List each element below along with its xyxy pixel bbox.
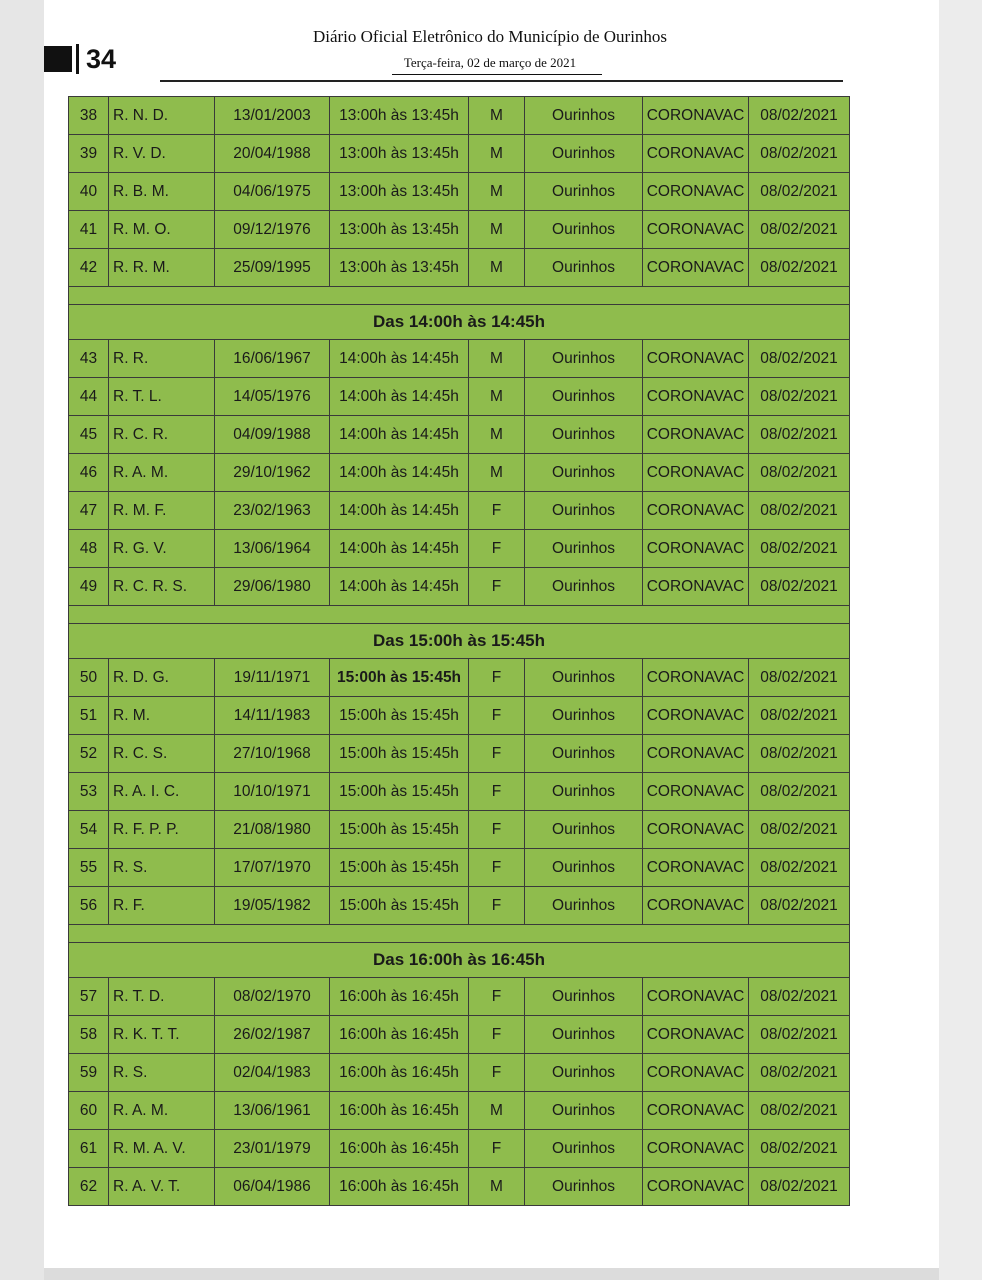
time-slot-cell: 14:00h às 14:45h — [330, 568, 469, 606]
city-cell: Ourinhos — [525, 568, 643, 606]
row-number-cell: 51 — [69, 697, 109, 735]
time-slot-cell: 13:00h às 13:45h — [330, 211, 469, 249]
table-row — [69, 887, 850, 925]
time-slot-cell: 14:00h às 14:45h — [330, 378, 469, 416]
vaccine-cell: CORONAVAC — [643, 454, 749, 492]
person-initials-cell: R. M. A. V. — [109, 1130, 215, 1168]
table-row — [69, 659, 850, 697]
vaccination-date-cell: 08/02/2021 — [749, 530, 850, 568]
city-cell: Ourinhos — [525, 492, 643, 530]
vaccine-cell: CORONAVAC — [643, 1054, 749, 1092]
vaccination-date-cell: 08/02/2021 — [749, 97, 850, 135]
birth-date-cell: 17/07/1970 — [215, 849, 330, 887]
vaccination-date-cell: 08/02/2021 — [749, 773, 850, 811]
vaccination-date-cell: 08/02/2021 — [749, 135, 850, 173]
vaccination-date-cell: 08/02/2021 — [749, 416, 850, 454]
person-initials-cell: R. V. D. — [109, 135, 215, 173]
sex-cell: M — [469, 1168, 525, 1206]
vaccine-cell: CORONAVAC — [643, 340, 749, 378]
city-cell: Ourinhos — [525, 1054, 643, 1092]
person-initials-cell: R. N. D. — [109, 97, 215, 135]
city-cell: Ourinhos — [525, 659, 643, 697]
sex-cell: F — [469, 887, 525, 925]
sex-cell: F — [469, 1016, 525, 1054]
vaccine-cell: CORONAVAC — [643, 659, 749, 697]
vaccine-cell: CORONAVAC — [643, 735, 749, 773]
table-row — [69, 811, 850, 849]
person-initials-cell: R. T. D. — [109, 978, 215, 1016]
row-number-cell: 55 — [69, 849, 109, 887]
vaccination-date-cell: 08/02/2021 — [749, 849, 850, 887]
vaccine-cell: CORONAVAC — [643, 697, 749, 735]
birth-date-cell: 23/01/1979 — [215, 1130, 330, 1168]
table-row — [69, 697, 850, 735]
time-slot-cell: 13:00h às 13:45h — [330, 97, 469, 135]
table-row — [69, 568, 850, 606]
section-spacer-row — [69, 606, 850, 624]
birth-date-cell: 25/09/1995 — [215, 249, 330, 287]
time-slot-cell: 16:00h às 16:45h — [330, 978, 469, 1016]
row-number-cell: 60 — [69, 1092, 109, 1130]
city-cell: Ourinhos — [525, 249, 643, 287]
person-initials-cell: R. M. F. — [109, 492, 215, 530]
vaccination-table — [68, 96, 850, 1206]
birth-date-cell: 19/05/1982 — [215, 887, 330, 925]
vaccination-date-cell: 08/02/2021 — [749, 697, 850, 735]
birth-date-cell: 29/06/1980 — [215, 568, 330, 606]
table-row — [69, 492, 850, 530]
vaccine-cell: CORONAVAC — [643, 773, 749, 811]
page-edge-bottom — [44, 1268, 939, 1280]
vaccination-date-cell: 08/02/2021 — [749, 211, 850, 249]
person-initials-cell: R. A. M. — [109, 454, 215, 492]
time-slot-cell: 15:00h às 15:45h — [330, 849, 469, 887]
vaccine-cell: CORONAVAC — [643, 378, 749, 416]
sex-cell: F — [469, 811, 525, 849]
city-cell: Ourinhos — [525, 978, 643, 1016]
vaccination-date-cell: 08/02/2021 — [749, 568, 850, 606]
table-row — [69, 735, 850, 773]
table-row — [69, 978, 850, 1016]
vaccination-date-cell: 08/02/2021 — [749, 1016, 850, 1054]
table-row — [69, 1054, 850, 1092]
city-cell: Ourinhos — [525, 340, 643, 378]
row-number-cell: 58 — [69, 1016, 109, 1054]
vaccination-date-cell: 08/02/2021 — [749, 1092, 850, 1130]
birth-date-cell: 14/11/1983 — [215, 697, 330, 735]
time-slot-cell: 15:00h às 15:45h — [330, 811, 469, 849]
birth-date-cell: 16/06/1967 — [215, 340, 330, 378]
city-cell: Ourinhos — [525, 697, 643, 735]
person-initials-cell: R. G. V. — [109, 530, 215, 568]
vaccine-cell: CORONAVAC — [643, 1016, 749, 1054]
vaccination-table-wrap — [68, 96, 849, 1206]
sex-cell: F — [469, 849, 525, 887]
vaccine-cell: CORONAVAC — [643, 849, 749, 887]
city-cell: Ourinhos — [525, 378, 643, 416]
row-number-cell: 43 — [69, 340, 109, 378]
city-cell: Ourinhos — [525, 1130, 643, 1168]
city-cell: Ourinhos — [525, 211, 643, 249]
row-number-cell: 56 — [69, 887, 109, 925]
section-heading: Das 14:00h às 14:45h — [69, 305, 850, 340]
person-initials-cell: R. F. P. P. — [109, 811, 215, 849]
section-spacer-row — [69, 287, 850, 305]
person-initials-cell: R. C. S. — [109, 735, 215, 773]
row-number-cell: 57 — [69, 978, 109, 1016]
vaccine-cell: CORONAVAC — [643, 530, 749, 568]
birth-date-cell: 02/04/1983 — [215, 1054, 330, 1092]
date-underline — [392, 74, 602, 75]
sex-cell: M — [469, 340, 525, 378]
sex-cell: F — [469, 1054, 525, 1092]
vaccine-cell: CORONAVAC — [643, 492, 749, 530]
time-slot-cell: 15:00h às 15:45h — [330, 697, 469, 735]
table-row — [69, 416, 850, 454]
vaccination-date-cell: 08/02/2021 — [749, 811, 850, 849]
person-initials-cell: R. A. I. C. — [109, 773, 215, 811]
row-number-cell: 61 — [69, 1130, 109, 1168]
birth-date-cell: 29/10/1962 — [215, 454, 330, 492]
table-row — [69, 530, 850, 568]
sex-cell: F — [469, 1130, 525, 1168]
time-slot-cell: 16:00h às 16:45h — [330, 1092, 469, 1130]
page-number-block — [44, 46, 72, 72]
birth-date-cell: 14/05/1976 — [215, 378, 330, 416]
section-spacer-row — [69, 925, 850, 943]
row-number-cell: 44 — [69, 378, 109, 416]
sex-cell: M — [469, 249, 525, 287]
vaccine-cell: CORONAVAC — [643, 811, 749, 849]
time-slot-cell: 13:00h às 13:45h — [330, 173, 469, 211]
row-number-cell: 48 — [69, 530, 109, 568]
person-initials-cell: R. A. V. T. — [109, 1168, 215, 1206]
vaccine-cell: CORONAVAC — [643, 568, 749, 606]
sex-cell: F — [469, 773, 525, 811]
vaccine-cell: CORONAVAC — [643, 135, 749, 173]
vaccination-date-cell: 08/02/2021 — [749, 340, 850, 378]
city-cell: Ourinhos — [525, 849, 643, 887]
sex-cell: F — [469, 568, 525, 606]
time-slot-cell: 13:00h às 13:45h — [330, 249, 469, 287]
vaccination-date-cell: 08/02/2021 — [749, 492, 850, 530]
birth-date-cell: 27/10/1968 — [215, 735, 330, 773]
row-number-cell: 50 — [69, 659, 109, 697]
birth-date-cell: 13/06/1964 — [215, 530, 330, 568]
city-cell: Ourinhos — [525, 173, 643, 211]
table-row — [69, 97, 850, 135]
birth-date-cell: 10/10/1971 — [215, 773, 330, 811]
vaccination-date-cell: 08/02/2021 — [749, 173, 850, 211]
sex-cell: F — [469, 530, 525, 568]
vaccine-cell: CORONAVAC — [643, 416, 749, 454]
person-initials-cell: R. M. — [109, 697, 215, 735]
city-cell: Ourinhos — [525, 416, 643, 454]
sex-cell: F — [469, 735, 525, 773]
table-row — [69, 340, 850, 378]
section-heading: Das 16:00h às 16:45h — [69, 943, 850, 978]
vaccination-date-cell: 08/02/2021 — [749, 1130, 850, 1168]
city-cell: Ourinhos — [525, 1092, 643, 1130]
sex-cell: M — [469, 378, 525, 416]
sex-cell: F — [469, 659, 525, 697]
row-number-cell: 40 — [69, 173, 109, 211]
table-row — [69, 211, 850, 249]
birth-date-cell: 09/12/1976 — [215, 211, 330, 249]
section-heading-row — [69, 943, 850, 978]
time-slot-cell: 15:00h às 15:45h — [330, 659, 469, 697]
row-number-cell: 54 — [69, 811, 109, 849]
table-row — [69, 378, 850, 416]
section-heading: Das 15:00h às 15:45h — [69, 624, 850, 659]
page-number-bar — [76, 44, 79, 74]
birth-date-cell: 13/01/2003 — [215, 97, 330, 135]
table-row — [69, 454, 850, 492]
section-spacer-cell — [69, 925, 850, 943]
city-cell: Ourinhos — [525, 530, 643, 568]
vaccination-date-cell: 08/02/2021 — [749, 978, 850, 1016]
sex-cell: M — [469, 135, 525, 173]
section-heading-row — [69, 305, 850, 340]
person-initials-cell: R. C. R. S. — [109, 568, 215, 606]
birth-date-cell: 13/06/1961 — [215, 1092, 330, 1130]
row-number-cell: 42 — [69, 249, 109, 287]
birth-date-cell: 20/04/1988 — [215, 135, 330, 173]
vaccine-cell: CORONAVAC — [643, 173, 749, 211]
person-initials-cell: R. T. L. — [109, 378, 215, 416]
row-number-cell: 41 — [69, 211, 109, 249]
vaccination-date-cell: 08/02/2021 — [749, 249, 850, 287]
time-slot-cell: 14:00h às 14:45h — [330, 530, 469, 568]
person-initials-cell: R. S. — [109, 849, 215, 887]
city-cell: Ourinhos — [525, 811, 643, 849]
birth-date-cell: 21/08/1980 — [215, 811, 330, 849]
time-slot-cell: 16:00h às 16:45h — [330, 1016, 469, 1054]
birth-date-cell: 04/06/1975 — [215, 173, 330, 211]
section-spacer-cell — [69, 606, 850, 624]
row-number-cell: 62 — [69, 1168, 109, 1206]
time-slot-cell: 15:00h às 15:45h — [330, 887, 469, 925]
person-initials-cell: R. S. — [109, 1054, 215, 1092]
birth-date-cell: 08/02/1970 — [215, 978, 330, 1016]
vaccine-cell: CORONAVAC — [643, 1168, 749, 1206]
row-number-cell: 45 — [69, 416, 109, 454]
vaccine-cell: CORONAVAC — [643, 211, 749, 249]
row-number-cell: 47 — [69, 492, 109, 530]
sex-cell: F — [469, 978, 525, 1016]
vaccination-date-cell: 08/02/2021 — [749, 887, 850, 925]
time-slot-cell: 15:00h às 15:45h — [330, 735, 469, 773]
row-number-cell: 52 — [69, 735, 109, 773]
section-spacer-cell — [69, 287, 850, 305]
time-slot-cell: 14:00h às 14:45h — [330, 340, 469, 378]
time-slot-cell: 16:00h às 16:45h — [330, 1054, 469, 1092]
table-row — [69, 773, 850, 811]
table-row — [69, 173, 850, 211]
gazette-date: Terça-feira, 02 de março de 2021 — [403, 55, 577, 70]
city-cell: Ourinhos — [525, 1168, 643, 1206]
table-row — [69, 1168, 850, 1206]
row-number-cell: 38 — [69, 97, 109, 135]
table-row — [69, 1092, 850, 1130]
table-row — [69, 135, 850, 173]
vaccination-date-cell: 08/02/2021 — [749, 735, 850, 773]
vaccination-date-cell: 08/02/2021 — [749, 1168, 850, 1206]
city-cell: Ourinhos — [525, 454, 643, 492]
birth-date-cell: 06/04/1986 — [215, 1168, 330, 1206]
section-heading-row — [69, 624, 850, 659]
vaccine-cell: CORONAVAC — [643, 887, 749, 925]
birth-date-cell: 04/09/1988 — [215, 416, 330, 454]
table-row — [69, 1016, 850, 1054]
sex-cell: M — [469, 97, 525, 135]
table-row — [69, 249, 850, 287]
vaccination-date-cell: 08/02/2021 — [749, 1054, 850, 1092]
birth-date-cell: 26/02/1987 — [215, 1016, 330, 1054]
city-cell: Ourinhos — [525, 1016, 643, 1054]
sex-cell: M — [469, 173, 525, 211]
vaccine-cell: CORONAVAC — [643, 1130, 749, 1168]
vaccination-date-cell: 08/02/2021 — [749, 378, 850, 416]
city-cell: Ourinhos — [525, 887, 643, 925]
sex-cell: M — [469, 416, 525, 454]
person-initials-cell: R. D. G. — [109, 659, 215, 697]
row-number-cell: 59 — [69, 1054, 109, 1092]
vaccine-cell: CORONAVAC — [643, 1092, 749, 1130]
sex-cell: M — [469, 211, 525, 249]
city-cell: Ourinhos — [525, 773, 643, 811]
sex-cell: M — [469, 1092, 525, 1130]
vaccine-cell: CORONAVAC — [643, 978, 749, 1016]
vaccination-date-cell: 08/02/2021 — [749, 659, 850, 697]
row-number-cell: 49 — [69, 568, 109, 606]
city-cell: Ourinhos — [525, 735, 643, 773]
person-initials-cell: R. R. — [109, 340, 215, 378]
row-number-cell: 53 — [69, 773, 109, 811]
city-cell: Ourinhos — [525, 97, 643, 135]
page-number: 34 — [86, 44, 117, 74]
table-row — [69, 849, 850, 887]
time-slot-cell: 15:00h às 15:45h — [330, 773, 469, 811]
vaccination-date-cell: 08/02/2021 — [749, 454, 850, 492]
time-slot-cell: 14:00h às 14:45h — [330, 454, 469, 492]
table-body — [69, 97, 850, 1206]
person-initials-cell: R. A. M. — [109, 1092, 215, 1130]
time-slot-cell: 16:00h às 16:45h — [330, 1168, 469, 1206]
person-initials-cell: R. R. M. — [109, 249, 215, 287]
person-initials-cell: R. B. M. — [109, 173, 215, 211]
person-initials-cell: R. M. O. — [109, 211, 215, 249]
birth-date-cell: 19/11/1971 — [215, 659, 330, 697]
time-slot-cell: 14:00h às 14:45h — [330, 492, 469, 530]
vaccine-cell: CORONAVAC — [643, 97, 749, 135]
vaccine-cell: CORONAVAC — [643, 249, 749, 287]
birth-date-cell: 23/02/1963 — [215, 492, 330, 530]
row-number-cell: 39 — [69, 135, 109, 173]
city-cell: Ourinhos — [525, 135, 643, 173]
sex-cell: M — [469, 454, 525, 492]
time-slot-cell: 14:00h às 14:45h — [330, 416, 469, 454]
page-edge-right — [939, 0, 982, 1280]
header-rule — [160, 80, 843, 82]
row-number-cell: 46 — [69, 454, 109, 492]
sex-cell: F — [469, 697, 525, 735]
person-initials-cell: R. C. R. — [109, 416, 215, 454]
table-row — [69, 1130, 850, 1168]
person-initials-cell: R. K. T. T. — [109, 1016, 215, 1054]
sex-cell: F — [469, 492, 525, 530]
gazette-title: Diário Oficial Eletrônico do Município de Ourinhos — [312, 27, 668, 46]
time-slot-cell: 13:00h às 13:45h — [330, 135, 469, 173]
person-initials-cell: R. F. — [109, 887, 215, 925]
time-slot-cell: 16:00h às 16:45h — [330, 1130, 469, 1168]
